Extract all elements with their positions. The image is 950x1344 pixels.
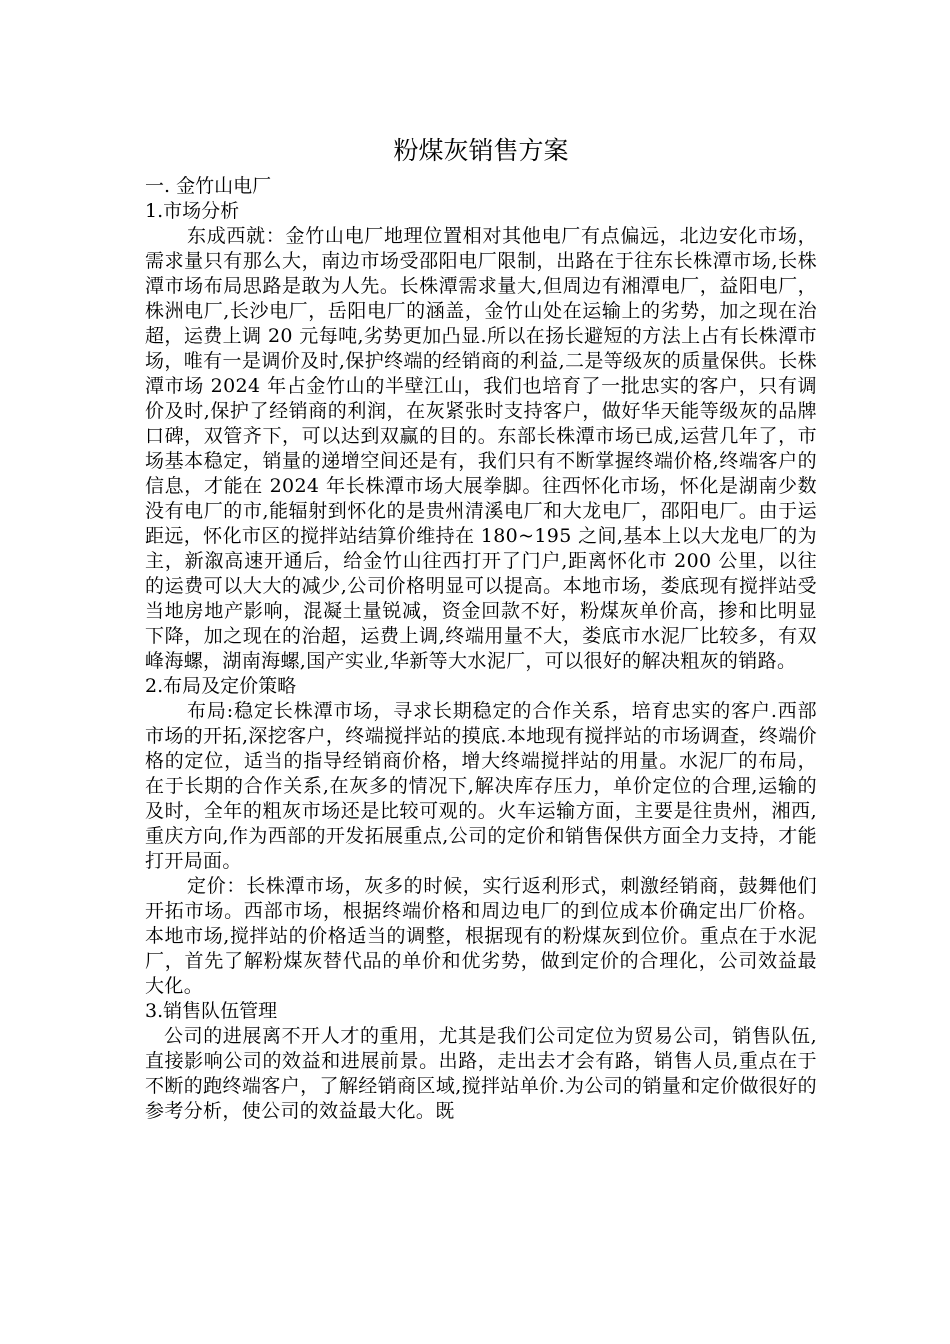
- paragraph-market-analysis: 东成西就：金竹山电厂地理位置相对其他电厂有点偏远，北边安化市场，需求量只有那么大，南边市场受邵阳电厂限制，出路在于往东长株潭市场,长株潭市场布局思路是敢为人先。长株潭需求量大,但周边有湘潭电厂，益阳电厂，株洲电厂,长沙电厂，岳阳电厂的涵盖，金竹山处在运输上的劣势，加之现在治超，运费上调 20 元每吨,劣势更加凸显.所以在扬长避短的方法上占有长株潭市场，唯有一是调价及时,保护终端的经销商的利益,二是等级灰的质量保供。长株潭市场 2024 年占金竹山的半壁江山，我们也培育了一批忠实的客户，只有调价及时,保护了经销商的利润，在灰紧张时支持客户，做好华天能等级灰的品牌口碑，双管齐下，可以达到双赢的目的。东部长株潭市场已成,运营几年了，市场基本稳定，销量的递增空间还是有，我们只有不断掌握终端价格,终端客户的信息，才能在 2024 年长株潭市场大展拳脚。往西怀化市场，怀化是湖南少数没有电厂的市,能辐射到怀化的是贵州清溪电厂和大龙电厂，邵阳电厂。由于运距远，怀化市区的搅拌站结算价维持在 180~195 之间,基本上以大龙电厂的为主，新溆高速开通后，给金竹山往西打开了门户,距离怀化市 200 公里，以往的运费可以大大的减少,公司价格明显可以提高。本地市场，娄底现有搅拌站受当地房地产影响，混凝土量锐减，资金回款不好，粉煤灰单价高，掺和比明显下降，加之现在的治超，运费上调,终端用量不大，娄底市水泥厂比较多，有双峰海螺，湖南海螺,国产实业,华新等大水泥厂，可以很好的解决粗灰的销路。: [145, 225, 817, 672]
- subsection-heading-market-analysis: 1.市场分析: [145, 200, 240, 222]
- document-body: [145, 134, 817, 1124]
- paragraph-pricing: 定价：长株潭市场，灰多的时候，实行返利形式，刺激经销商，鼓舞他们开拓市场。西部市场，根据终端价格和周边电厂的到位成本价确定出厂价格。本地市场,搅拌站的价格适当的调整，根据现有的粉煤灰到位价。重点在于水泥厂，首先了解粉煤灰替代品的单价和优劣势，做到定价的合理化，公司效益最大化。: [145, 875, 817, 997]
- subsection-heading-sales-team: 3.销售队伍管理: [145, 1000, 278, 1022]
- paragraph-layout: 布局:稳定长株潭市场，寻求长期稳定的合作关系，培育忠实的客户.西部市场的开拓,深挖客户，终端搅拌站的摸底.本地现有搅拌站的市场调查，终端价格的定位，适当的指导经销商价格，增大终端搅拌站的用量。水泥厂的布局，在于长期的合作关系,在灰多的情况下,解决库存压力，单价定位的合理,运输的及时，全年的粗灰市场还是比较可观的。火车运输方面，主要是往贵州，湘西,重庆方向,作为西部的开发拓展重点,公司的定价和销售保供方面全力支持，才能打开局面。: [145, 700, 817, 872]
- document-title: 粉煤灰销售方案: [393, 136, 569, 165]
- paragraph-sales-team: 公司的进展离不开人才的重用，尤其是我们公司定位为贸易公司，销售队伍,直接影响公司的效益和进展前景。出路，走出去才会有路，销售人员,重点在于不断的跑终端客户，了解经销商区域,搅拌站单价.为公司的销量和定价做很好的参考分析，使公司的效益最大化。既: [145, 1025, 817, 1122]
- section-heading-1: 一. 金竹山电厂: [145, 175, 272, 197]
- subsection-heading-layout-pricing: 2.布局及定价策略: [145, 675, 297, 697]
